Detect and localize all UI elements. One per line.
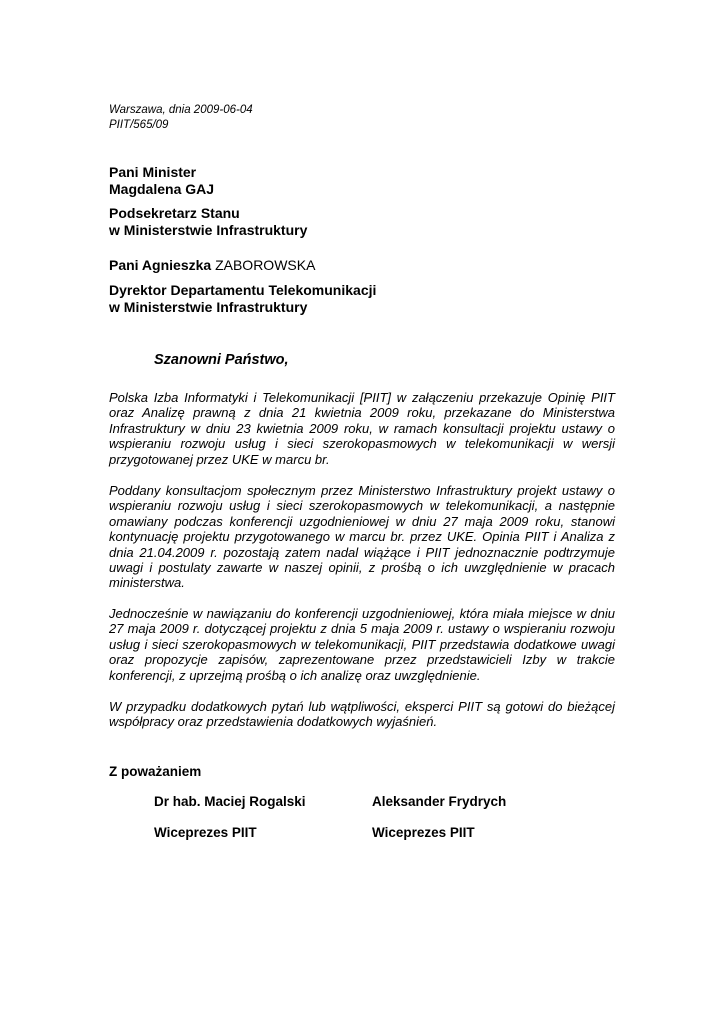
- recipient-2-title: Dyrektor Departamentu Telekomunikacji w Ministerstwie Infrastruktury: [109, 282, 377, 315]
- paragraph-1: Polska Izba Informatyki i Telekomunikacji [PIIT] w załączeniu przekazuje Opinię PIIT oraz Analizę prawną z dnia 21 kwietnia 2009 roku, przekazane do Ministerstwa Infrastruktury w dniu 23 kwietnia 2009 roku, w ramach konsultacji projektu ustawy o wspieraniu rozwoju usług i sieci szerokopasmowych w telekomunikacji w wersji przygotowanej przez UKE w marcu br.: [109, 390, 615, 467]
- signatory-2-title: Wiceprezes PIIT: [372, 825, 475, 840]
- paragraph-3: Jednocześnie w nawiązaniu do konferencji uzgodnieniowej, która miała miejsce w dniu 27 maja 2009 r. dotyczącej projektu z dnia 5 maja 2009 r. ustawy o wspieraniu rozwoju usług i sieci szerokopasmowych w telekomunikacji, PIIT przedstawia dodatkowe uwagi oraz propozycje zapisów, zaprezentowane przez przedstawicieli Izby w trakcie konferencji, z uprzejmą prośbą o ich analizę oraz uwzględnienie.: [109, 606, 615, 683]
- greeting: Szanowni Państwo,: [154, 352, 289, 368]
- recipient-1-title: Podsekretarz Stanu w Ministerstwie Infrastruktury: [109, 205, 308, 238]
- closing: Z poważaniem: [109, 764, 202, 779]
- reference-number: PIIT/565/09: [109, 119, 169, 131]
- place-date: Warszawa, dnia 2009-06-04: [109, 104, 253, 116]
- signatory-1-name: Dr hab. Maciej Rogalski: [154, 794, 306, 809]
- recipient-2-name: Pani Agnieszka ZABOROWSKA: [109, 257, 316, 273]
- letter-header: [109, 103, 253, 133]
- recipient-1-name: Pani Minister Magdalena GAJ: [109, 164, 215, 197]
- paragraph-2: Poddany konsultacjom społecznym przez Ministerstwo Infrastruktury projekt ustawy o wspieraniu rozwoju usług i sieci szerokopasmowych w telekomunikacji, a następnie omawiany podczas konferencji uzgodnieniowej w dniu 27 maja 2009 roku, stanowi kontynuację projektu przygotowanego w marcu br. przez UKE. Opinia PIIT i Analiza z dnia 21.04.2009 r. pozostają zatem nadal wiążące i PIIT jednoznacznie podtrzymuje uwagi i postulaty zawarte w naszej opinii, z prośbą o ich uwzględnienie w pracach ministerstwa.: [109, 483, 615, 591]
- signatory-1-title: Wiceprezes PIIT: [154, 825, 257, 840]
- paragraph-4: W przypadku dodatkowych pytań lub wątpliwości, eksperci PIIT są gotowi do bieżącej współpracy oraz przedstawienia dodatkowych wyjaśnień.: [109, 699, 615, 730]
- signatory-2-name: Aleksander Frydrych: [372, 794, 507, 809]
